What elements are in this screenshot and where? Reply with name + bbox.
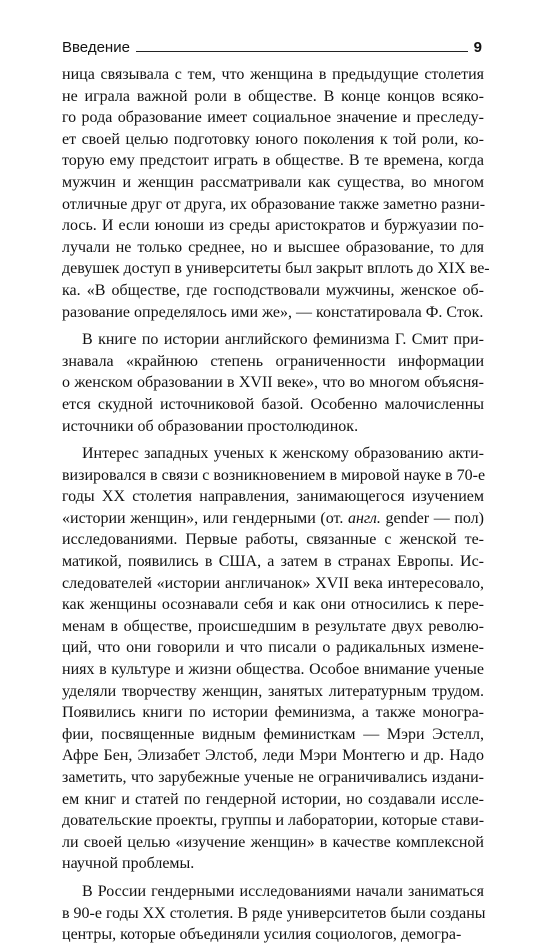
- text-line: ка. «В обществе, где господствовали мужчины, женское об-: [62, 281, 484, 299]
- text-line: разование определялось ими же», — констатировала Ф. Сток.: [62, 303, 484, 321]
- text-line: исследованиями. Первые работы, связанные с женской те-: [62, 531, 484, 549]
- paragraph: [62, 329, 484, 437]
- text-line: ется скудной источниковой базой. Особенно малочисленны: [62, 395, 484, 413]
- text-line: Появились книги по истории феминизма, а также моногра-: [62, 704, 484, 722]
- text-line: торую ему предстоит играть в обществе. В те времена, когда: [62, 152, 484, 170]
- running-head: [62, 36, 482, 56]
- paragraph: [62, 443, 484, 875]
- text-line: центры, которые объединяли усилия социологов, демогра-: [62, 926, 462, 944]
- body-text: [62, 64, 490, 946]
- text-line: «истории женщин», или гендерными (от. англ. gender — пол): [62, 509, 484, 527]
- text-line: ли своей целью «изучение женщин» в качестве комплексной: [62, 833, 484, 851]
- text-line: отличные друг от друга, их образование также заметно разни-: [62, 195, 486, 213]
- text-line: ница связывала с тем, что женщина в предыдущие столетия: [62, 66, 484, 83]
- text-line: В России гендерными исследованиями начали заниматься: [82, 882, 484, 900]
- paragraph: [62, 881, 484, 946]
- text-line: годы XX столетия направления, занимающегося изучением: [62, 488, 484, 506]
- header-rule: [136, 51, 468, 52]
- text-line: визировался в связи с возникновением в мировой науке в 70-е: [62, 466, 486, 484]
- text-line: лось. И если юноши из среды аристократов и буржуазии по-: [62, 217, 484, 235]
- page-number: 9: [473, 39, 482, 56]
- text-line: Афре Бен, Элизабет Элстоб, леди Мэри Монтегю и др. Надо: [62, 747, 484, 765]
- text-line: заметить, что зарубежные ученые не ограничивались издани-: [62, 769, 484, 786]
- section-title: Введение: [62, 39, 130, 56]
- text-line: ций, что они говорили и что писали о радикальных измене-: [62, 639, 484, 657]
- text-line: менам в обществе, происшедшим в результате двух револю-: [62, 617, 484, 635]
- text-line: научной проблемы.: [62, 855, 195, 873]
- text-line: в 90-е годы XX столетия. В ряде университетов были созданы: [62, 904, 486, 922]
- paragraph: [62, 64, 490, 323]
- text-line: как женщины осознавали себя и как они относились к пере-: [62, 596, 484, 614]
- text-line: следователей «истории англичанок» XVII века интересовало,: [62, 574, 484, 592]
- text-line: В книге по истории английского феминизма Г. Смит при-: [82, 331, 484, 349]
- text-line: не играла важной роли в обществе. В конце концов всяко-: [62, 87, 484, 105]
- text-line: источники об образовании простолюдинок.: [62, 417, 359, 435]
- text-line: мужчин и женщин рассматривали как существа, во многом: [62, 173, 484, 191]
- text-line: лучали не только среднее, но и высшее образование, то для: [62, 238, 484, 256]
- text-line: Интерес западных ученых к женскому образованию акти-: [82, 445, 484, 463]
- text-line: ниях в культуре и жизни общества. Особое внимание ученые: [62, 661, 484, 679]
- text-line: ем книг и статей по гендерной истории, но создавали иссле-: [62, 790, 484, 808]
- text-line: уделяли творчеству женщин, занятых литературным трудом.: [62, 682, 484, 700]
- text-line: ет своей целью подготовку юного поколения к той роли, ко-: [62, 130, 484, 148]
- text-line: о женском образовании в XVII веке», что во многом объясня-: [62, 374, 484, 392]
- text-line: знавала «крайнюю степень ограниченности информации: [62, 352, 484, 370]
- text-line: го рода образование имеет социальное значение и преследу-: [62, 109, 484, 127]
- text-line: матикой, появились в США, а затем в странах Европы. Ис-: [62, 553, 484, 571]
- text-line: девушек доступ в университеты был закрыт вплоть до XIX ве-: [62, 260, 490, 278]
- text-line: фии, посвященные видным феминисткам — Мэри Эстелл,: [62, 725, 484, 743]
- text-line: довательские проекты, группы и лаборатории, которые стави-: [62, 812, 485, 830]
